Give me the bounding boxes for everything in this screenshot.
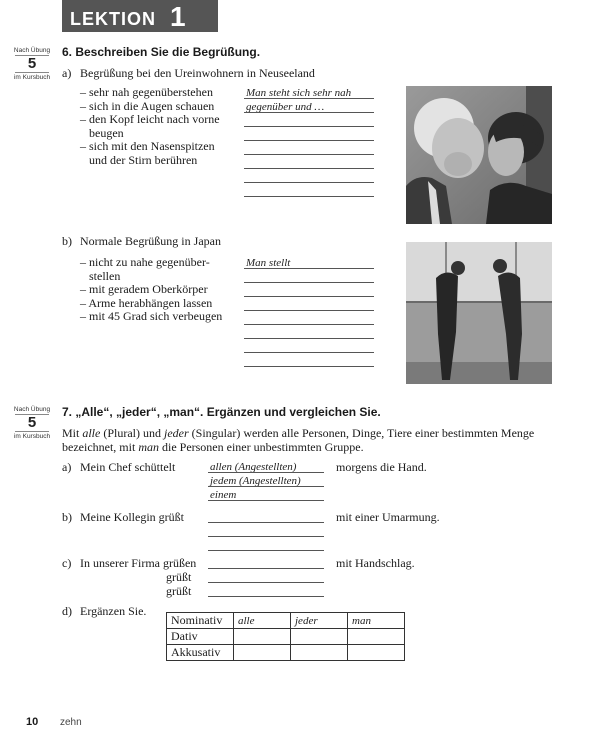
task-instruction: Ergänzen Sie. (80, 604, 147, 618)
list-item: – Arme herabhängen lassen (80, 295, 213, 310)
section-label: c) (62, 556, 72, 570)
list-item: und der Stirn berühren (89, 152, 198, 167)
writing-line[interactable] (244, 98, 374, 99)
writing-line[interactable] (244, 154, 374, 155)
section-label: d) (62, 604, 72, 618)
writing-line[interactable] (208, 522, 324, 523)
writing-line[interactable] (244, 324, 374, 325)
section-heading: Begrüßung bei den Ureinwohnern in Neuseeland (80, 66, 315, 80)
writing-line[interactable] (208, 472, 324, 473)
handwritten-answer: einem (210, 489, 237, 501)
handwritten-answer: gegenüber und … (246, 101, 325, 113)
writing-line[interactable] (208, 486, 324, 487)
writing-line[interactable] (244, 112, 374, 113)
table-cell: Dativ (167, 629, 234, 645)
list-item: – den Kopf leicht nach vorne (80, 112, 220, 126)
table-cell[interactable] (348, 629, 405, 645)
handwritten-answer: jedem (Angestellten) (210, 475, 301, 487)
list-item: – mit 45 Grad sich verbeugen (80, 309, 223, 323)
sentence-end: mit Handschlag. (336, 556, 415, 570)
table-cell[interactable] (291, 629, 348, 645)
photo-japanese-bow (406, 242, 552, 384)
writing-line[interactable] (244, 196, 374, 197)
page-word: zehn (60, 717, 82, 728)
section-label: a) (62, 66, 72, 80)
exercise-7-intro (62, 426, 562, 454)
list-item: stellen (89, 268, 121, 283)
writing-line[interactable] (208, 536, 324, 537)
table-row (167, 645, 405, 661)
writing-line[interactable] (244, 366, 374, 367)
writing-line[interactable] (244, 338, 374, 339)
table-cell[interactable]: man (348, 613, 405, 629)
writing-line[interactable] (208, 582, 324, 583)
list-item: – sich in die Augen schauen (80, 98, 215, 113)
list-item: – sich mit den Nasenspitzen (80, 139, 215, 153)
writing-line[interactable] (244, 140, 374, 141)
intro-line: bezeichnet, mit man die Personen einer unbestimmten Gruppe. (62, 440, 364, 454)
writing-line[interactable] (208, 568, 324, 569)
lesson-header (62, 0, 218, 32)
item-list (80, 256, 222, 324)
lesson-word: LEKTION (70, 9, 156, 29)
verb-form: grüßt (166, 584, 192, 598)
writing-line[interactable] (244, 182, 374, 183)
writing-line[interactable] (244, 168, 374, 169)
intro-line: Mit alle (Plural) und jeder (Singular) werden alle Personen, Dinge, Tiere einer bestimmten Menge (62, 426, 535, 440)
writing-line[interactable] (244, 126, 374, 127)
writing-line[interactable] (244, 310, 374, 311)
table-cell[interactable] (234, 629, 291, 645)
writing-line[interactable] (244, 352, 374, 353)
table-cell[interactable]: alle (234, 613, 291, 629)
section-heading: Normale Begrüßung in Japan (80, 234, 221, 248)
writing-line[interactable] (208, 550, 324, 551)
verb-form: grüßt (166, 570, 192, 584)
handwritten-answer: Man steht sich sehr nah (246, 87, 352, 99)
table-cell[interactable]: jeder (291, 613, 348, 629)
lesson-number: 1 (170, 1, 186, 32)
exercise-7-title: 7. „Alle“, „jeder“, „man“. Ergänzen und vergleichen Sie. (62, 405, 381, 419)
table-cell[interactable] (291, 645, 348, 661)
section-label: b) (62, 234, 72, 248)
sentence-start: In unserer Firma grüßen (80, 556, 197, 570)
handwritten-answer: Man stellt (246, 257, 291, 269)
exercise-6-title: 6. Beschreiben Sie die Begrüßung. (62, 45, 261, 59)
table-cell: Akkusativ (167, 645, 234, 661)
writing-line[interactable] (208, 596, 324, 597)
sentence-end: mit einer Umarmung. (336, 510, 440, 524)
photo-hongi-greeting (406, 86, 552, 224)
writing-line[interactable] (244, 296, 374, 297)
handwritten-answer: allen (Angestellten) (210, 461, 297, 473)
section-label: a) (62, 460, 72, 474)
declension-table (166, 612, 405, 661)
sentence-start: Mein Chef schüttelt (80, 460, 176, 474)
table-cell[interactable] (234, 645, 291, 661)
list-item: – nicht zu nahe gegenüber- (80, 255, 210, 269)
table-row (167, 629, 405, 645)
section-label: b) (62, 510, 72, 524)
writing-line[interactable] (208, 500, 324, 501)
table-cell[interactable] (348, 645, 405, 661)
list-item: – sehr nah gegenüberstehen (80, 85, 213, 99)
exercise-reference-6: Nach Übung 5 im Kursbuch (13, 47, 51, 81)
sentence-start: Meine Kollegin grüßt (80, 510, 184, 524)
table-row (167, 613, 405, 629)
table-cell: Nominativ (167, 613, 234, 629)
writing-line[interactable] (244, 268, 374, 269)
page-number: 10 (26, 716, 39, 728)
list-item: – mit geradem Oberkörper (80, 282, 208, 296)
list-item: beugen (89, 125, 124, 140)
item-list (80, 86, 220, 167)
writing-line[interactable] (244, 282, 374, 283)
sentence-end: morgens die Hand. (336, 460, 427, 474)
exercise-reference-7: Nach Übung 5 im Kursbuch (13, 406, 51, 440)
